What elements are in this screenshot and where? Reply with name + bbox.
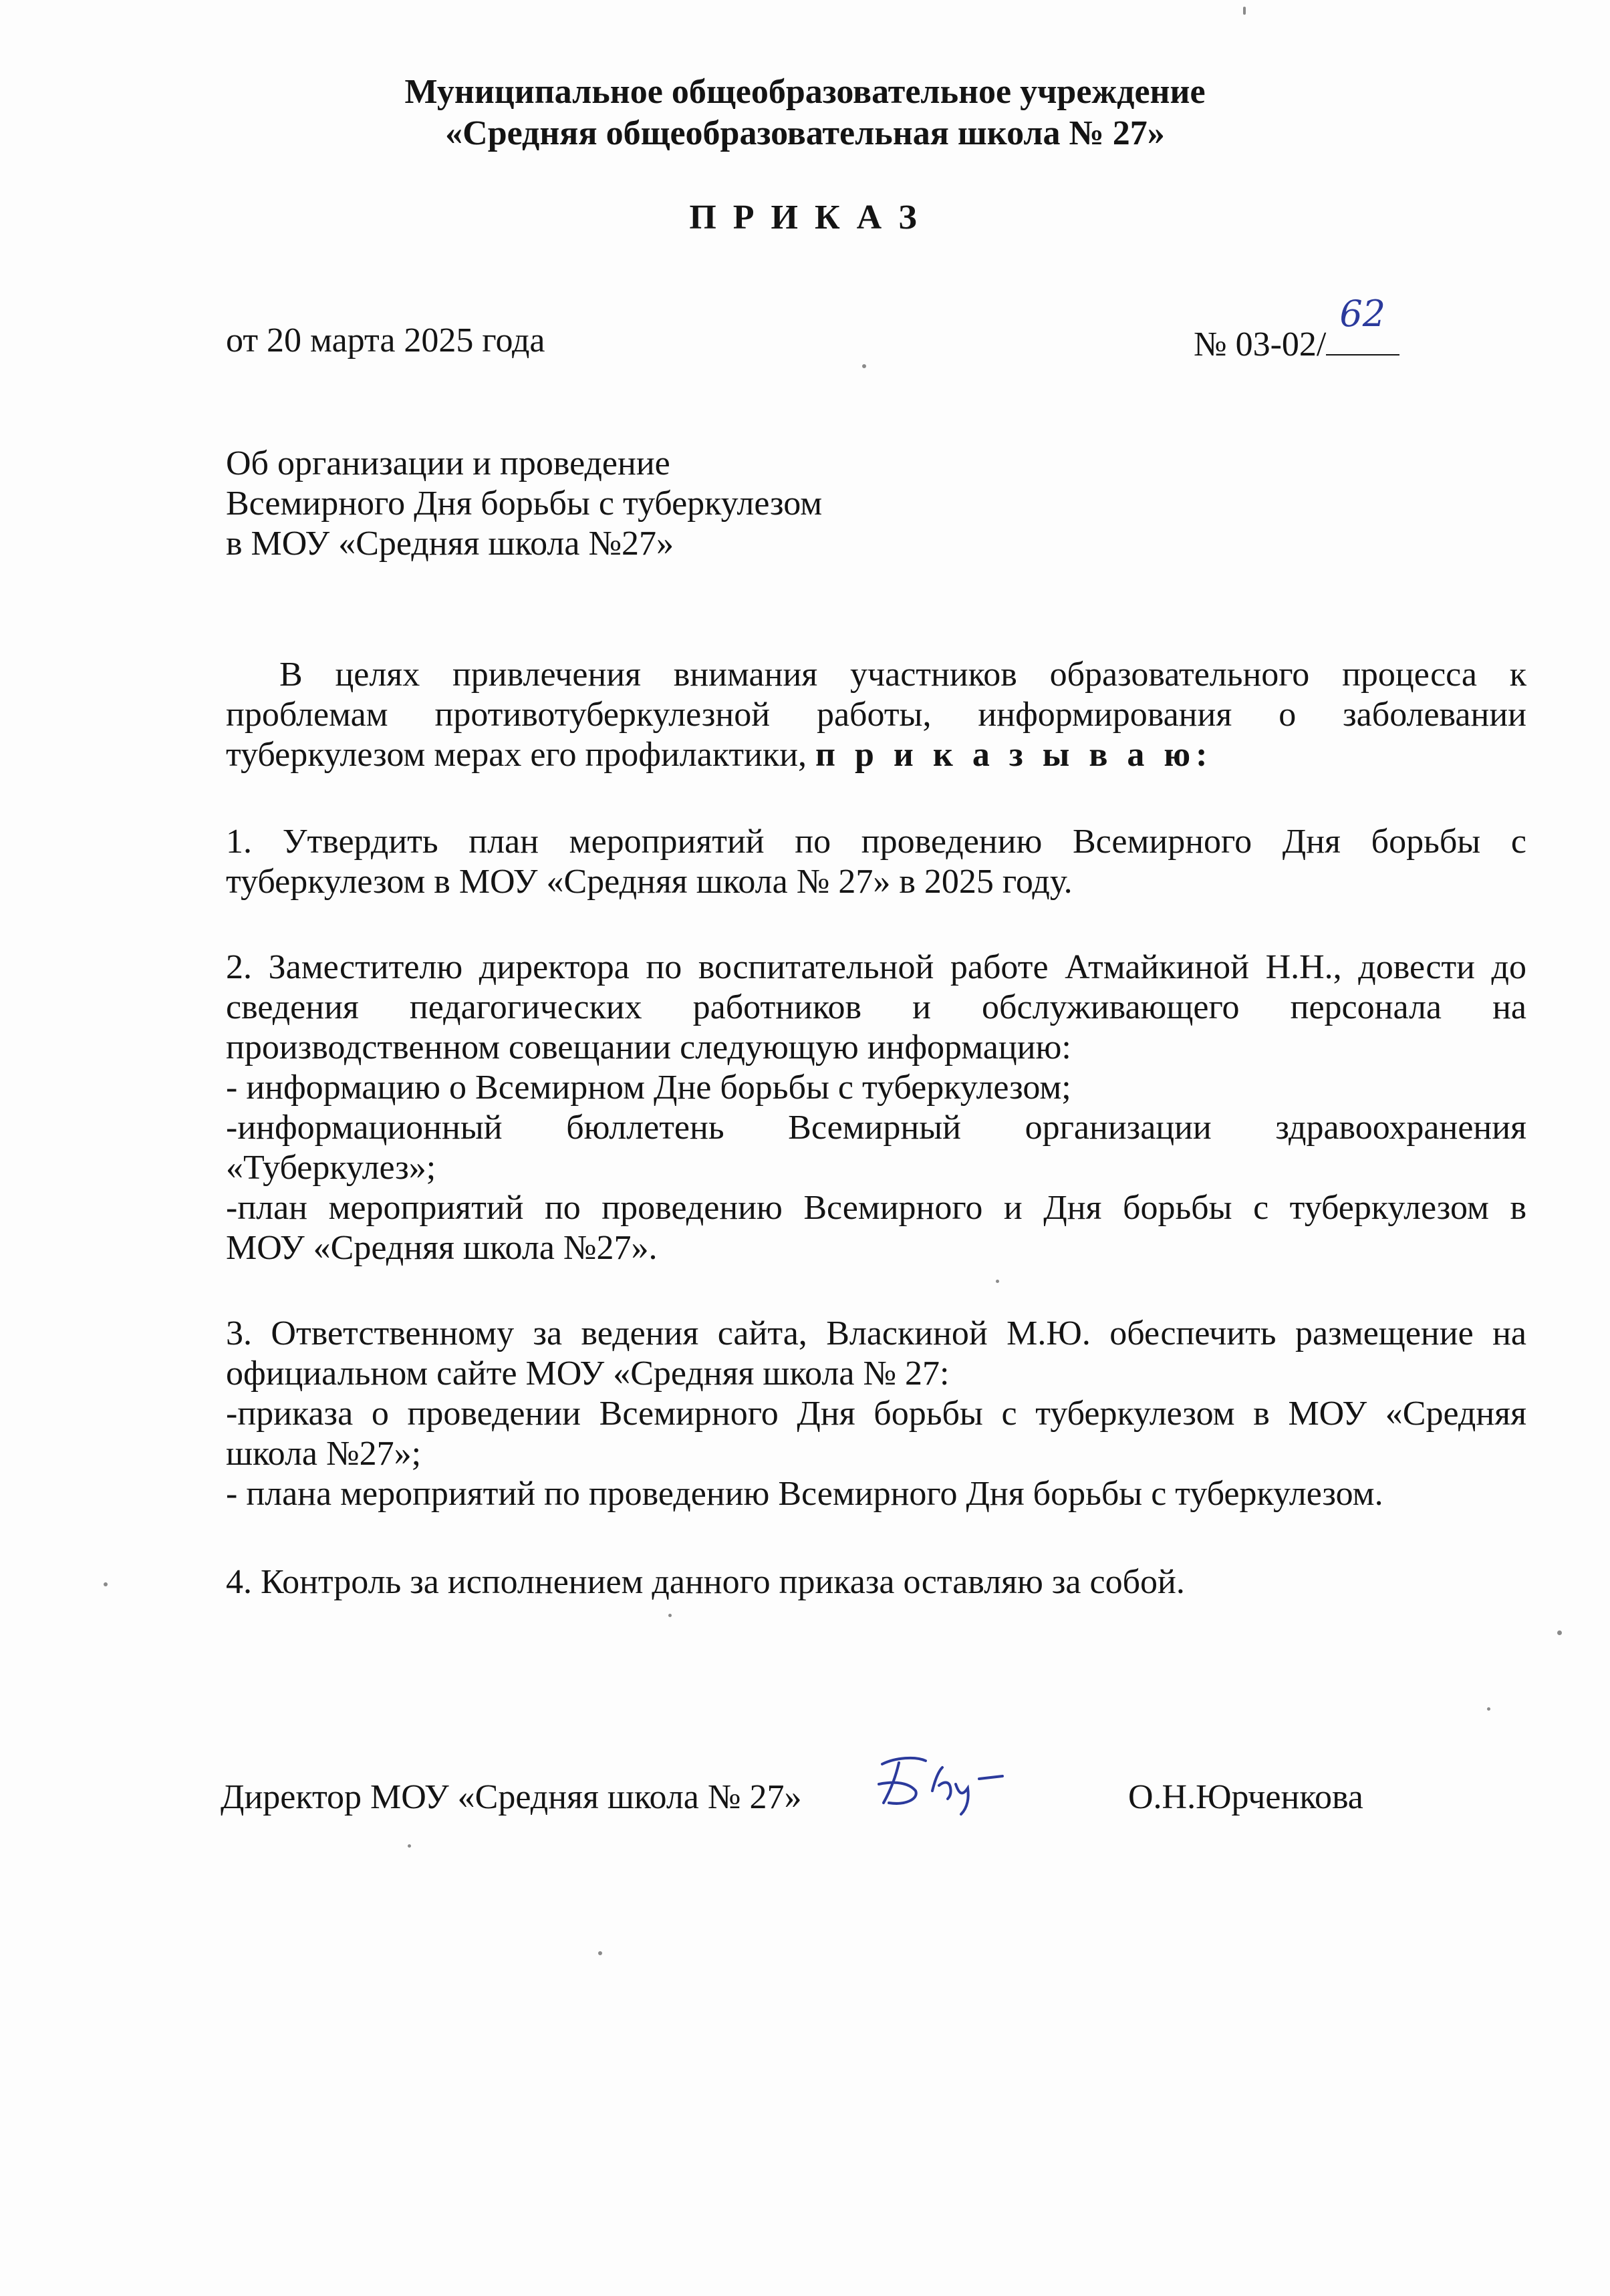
item2-line4: - информацию о Всемирном Дне борьбы с туберкулезом; xyxy=(226,1068,1071,1107)
item4-line1: 4. Контроль за исполнением данного приказа оставляю за собой. xyxy=(226,1563,1185,1601)
item2-line7: -план мероприятий по проведению Всемирного и Дня борьбы с туберкулезом в xyxy=(226,1189,1526,1227)
org-name-line2: «Средняя общеобразовательная школа № 27» xyxy=(445,114,1165,152)
preamble-line3-text: туберкулезом мерах его профилактики, xyxy=(226,736,807,774)
item1-line2: туберкулезом в МОУ «Средняя школа № 27» в 2025 году. xyxy=(226,863,1073,901)
scan-speck xyxy=(408,1844,411,1848)
item3-line1: 3. Ответственному за ведения сайта, Власкиной М.Ю. обеспечить размещение на xyxy=(226,1314,1526,1352)
order-number-handwritten: 62 xyxy=(1339,293,1386,335)
order-number-underline xyxy=(1326,293,1399,355)
order-number-prefix: № 03-02/ xyxy=(1194,325,1327,364)
org-name-line1: Муниципальное общеобразовательное учреждение xyxy=(404,73,1206,111)
scan-speck xyxy=(598,1951,602,1955)
preamble-line2: проблемам противотуберкулезной работы, информирования о заболевании xyxy=(226,696,1526,734)
signatory-position: Директор МОУ «Средняя школа № 27» xyxy=(221,1778,802,1816)
director-signature xyxy=(869,1744,1023,1818)
order-number xyxy=(1194,293,1399,365)
subject-line3: в МОУ «Средняя школа №27» xyxy=(226,525,674,563)
scan-speck xyxy=(862,364,866,368)
item2-line1: 2. Заместителю директора по воспитательной работе Атмайкиной Н.Н., довести до xyxy=(226,948,1526,986)
preamble-line3 xyxy=(226,735,1212,775)
preamble-line1: В целях привлечения внимания участников образовательного процесса к xyxy=(279,656,1526,694)
item1-line1: 1. Утвердить план мероприятий по проведению Всемирного Дня борьбы с xyxy=(226,823,1526,861)
item3-line4: школа №27»; xyxy=(226,1435,422,1473)
scan-speck xyxy=(1557,1630,1562,1635)
scan-speck xyxy=(996,1280,999,1283)
item3-line5: - плана мероприятий по проведению Всемирного Дня борьбы с туберкулезом. xyxy=(226,1475,1383,1513)
item2-line3: производственном совещании следующую информацию: xyxy=(226,1028,1071,1066)
item3-line2: официальном сайте МОУ «Средняя школа № 27: xyxy=(226,1354,950,1393)
item2-line5: -информационный бюллетень Всемирный организации здравоохранения xyxy=(226,1109,1526,1147)
item2-line8: МОУ «Средняя школа №27». xyxy=(226,1229,658,1267)
subject-line2: Всемирного Дня борьбы с туберкулезом xyxy=(226,484,823,523)
order-date: от 20 марта 2025 года xyxy=(226,321,545,360)
item3-line3: -приказа о проведении Всемирного Дня борьбы с туберкулезом в МОУ «Средняя xyxy=(226,1395,1526,1433)
signatory-name: О.Н.Юрченкова xyxy=(1128,1778,1363,1816)
item2-line2: сведения педагогических работников и обслуживающего персонала на xyxy=(226,988,1526,1026)
scan-speck xyxy=(668,1614,672,1617)
scan-speck xyxy=(1487,1707,1490,1711)
order-keyword: п р и к а з ы в а ю: xyxy=(815,736,1213,774)
scan-speck xyxy=(104,1582,108,1586)
document-title: П Р И К А З xyxy=(689,198,921,237)
subject-line1: Об организации и проведение xyxy=(226,444,670,482)
item2-line6: «Туберкулез»; xyxy=(226,1149,436,1187)
scan-speck xyxy=(1243,7,1246,15)
